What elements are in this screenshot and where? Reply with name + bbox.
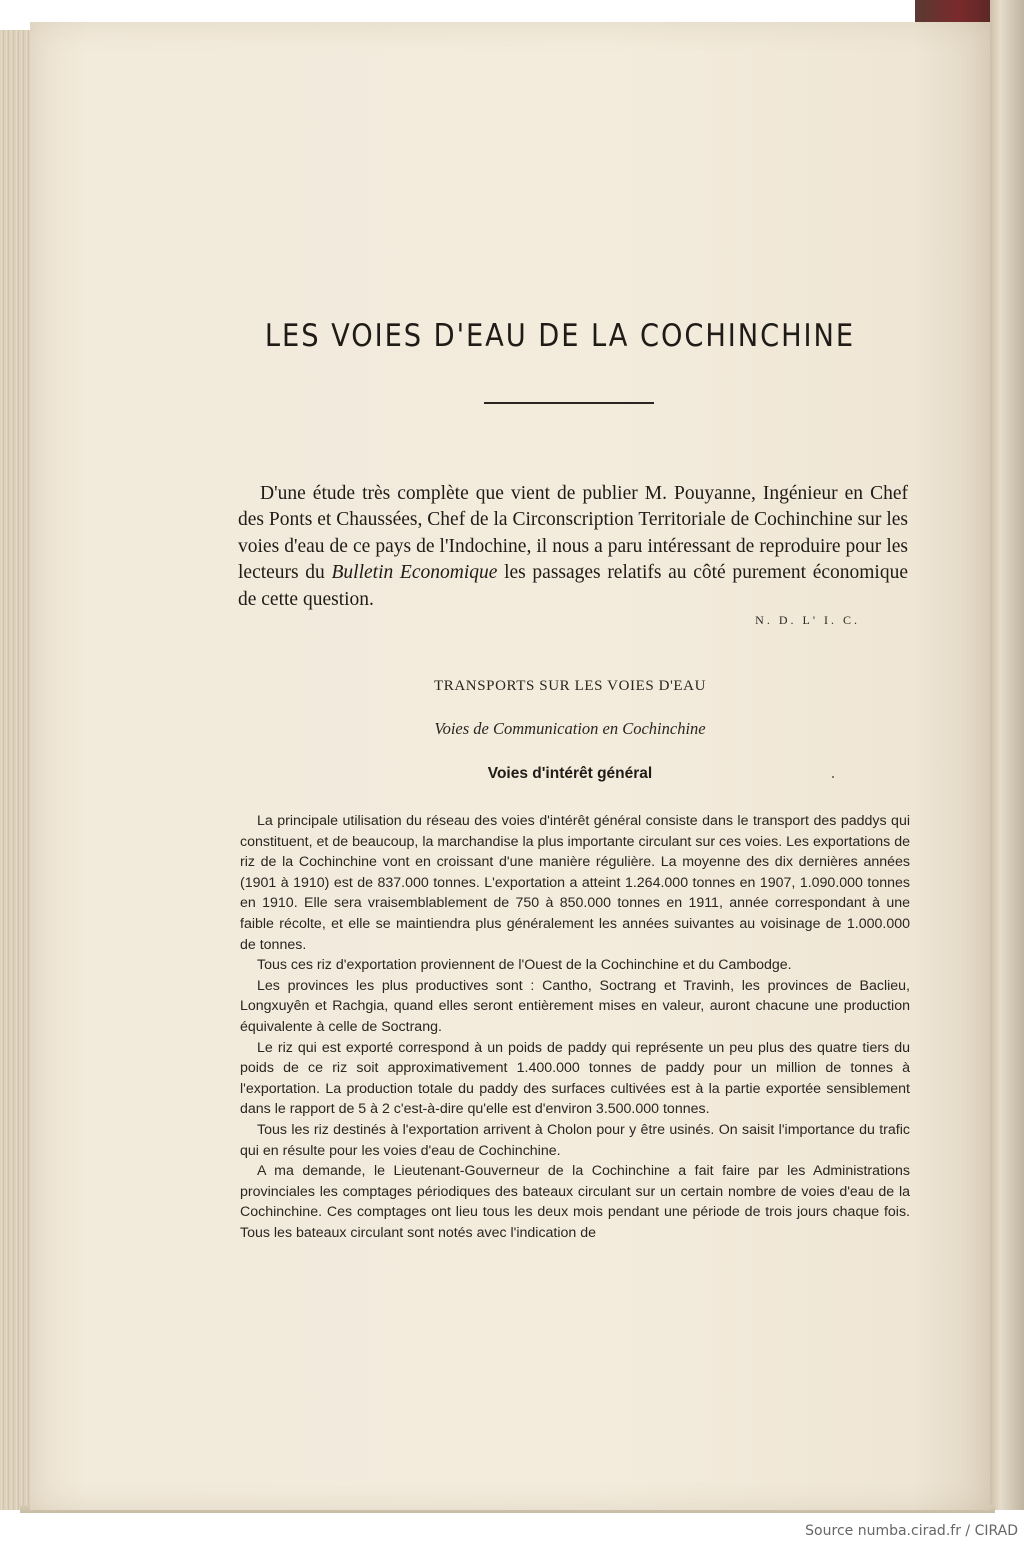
article-body (240, 811, 910, 1243)
title-divider (484, 402, 654, 404)
ink-speck (832, 776, 834, 778)
article-title: LES VOIES D'EAU DE LA COCHINCHINE (264, 318, 856, 354)
intro-text-2: les passages relatifs au côté purement économique de cette question. (238, 562, 908, 610)
paragraph: Tous ces riz d'exportation proviennent de l'Ouest de la Cochinchine et du Cambodge. (257, 957, 792, 974)
section-heading: TRANSPORTS SUR LES VOIES D'EAU (433, 678, 707, 694)
source-credit: Source numba.cirad.fr / CIRAD (805, 1523, 1018, 1539)
section-subheading: Voies d'intérêt général (487, 765, 653, 782)
intro-text-1: D'une étude très complète que vient de publier M. Pouyanne, Ingénieur en Chef des Ponts et Chaussées, Chef de la Circonscription Territoriale de Cochinchine sur les voies d'eau de ce pays de l'Indochine, il nous a paru intéressant de reproduire pour les lecteurs du (238, 483, 908, 584)
next-page-edge (990, 0, 1024, 1510)
paragraph: A ma demande, le Lieutenant-Gouverneur de la Cochinchine a fait faire par les Administrations provinciales les comptages périodiques des bateaux circulant sur un certain nombre de voies d'eau de la Cochinchine. Ces comptages ont lieu tous les deux mois pendant une période de trois jours chaque fois. Tous les bateaux circulant sont notés avec l'indication de (240, 1163, 910, 1241)
section-subtitle: Voies de Communication en Cochinchine (434, 719, 706, 738)
editor-note-signature: N. D. L' I. C. (755, 613, 860, 627)
paragraph: Tous les riz destinés à l'exportation arrivent à Cholon pour y être usinés. On saisit l'importance du trafic qui en résulte pour les voies d'eau de Cochinchine. (240, 1121, 910, 1159)
paragraph: La principale utilisation du réseau des voies d'intérêt général consiste dans le transport des paddys qui constituent, et de beaucoup, la marchandise la plus importante circulant sur ces voies. Les exportations de riz de la Cochinchine vont en croissant d'une manière régulière. La moyenne des dix dernières années (1901 à 1910) est de 837.000 tonnes. L'exportation a atteint 1.264.000 tonnes en 1907, 1.090.000 tonnes en 1910. Elle sera vraisemblablement de 750 à 850.000 tonnes en 1911, année correspondant à une faible récolte, et elle se maintiendra plus généralement les années suivantes au voisinage de 1.000.000 de tonnes. (240, 813, 910, 953)
editorial-intro (238, 481, 908, 613)
paragraph: Les provinces les plus productives sont : Cantho, Soctrang et Travinh, les provinces de Baclieu, Longxuyên et Rachgia, quand elles seront entièrement mises en valeur, auront chacune une production équivalente à celle de Soctrang. (240, 977, 910, 1035)
intro-journal-name: Bulletin Economique (331, 562, 498, 584)
paragraph: Le riz qui est exporté correspond à un poids de paddy qui représente un peu plus des quatre tiers du poids de ce riz soit approximativement 1.400.000 tonnes de paddy pour un million de tonnes à l'exportation. La production totale du paddy des surfaces cultivées est à la partie exportée sensiblement dans le rapport de 5 à 2 c'est-à-dire qu'elle est d'environ 3.500.000 tonnes. (240, 1039, 910, 1118)
